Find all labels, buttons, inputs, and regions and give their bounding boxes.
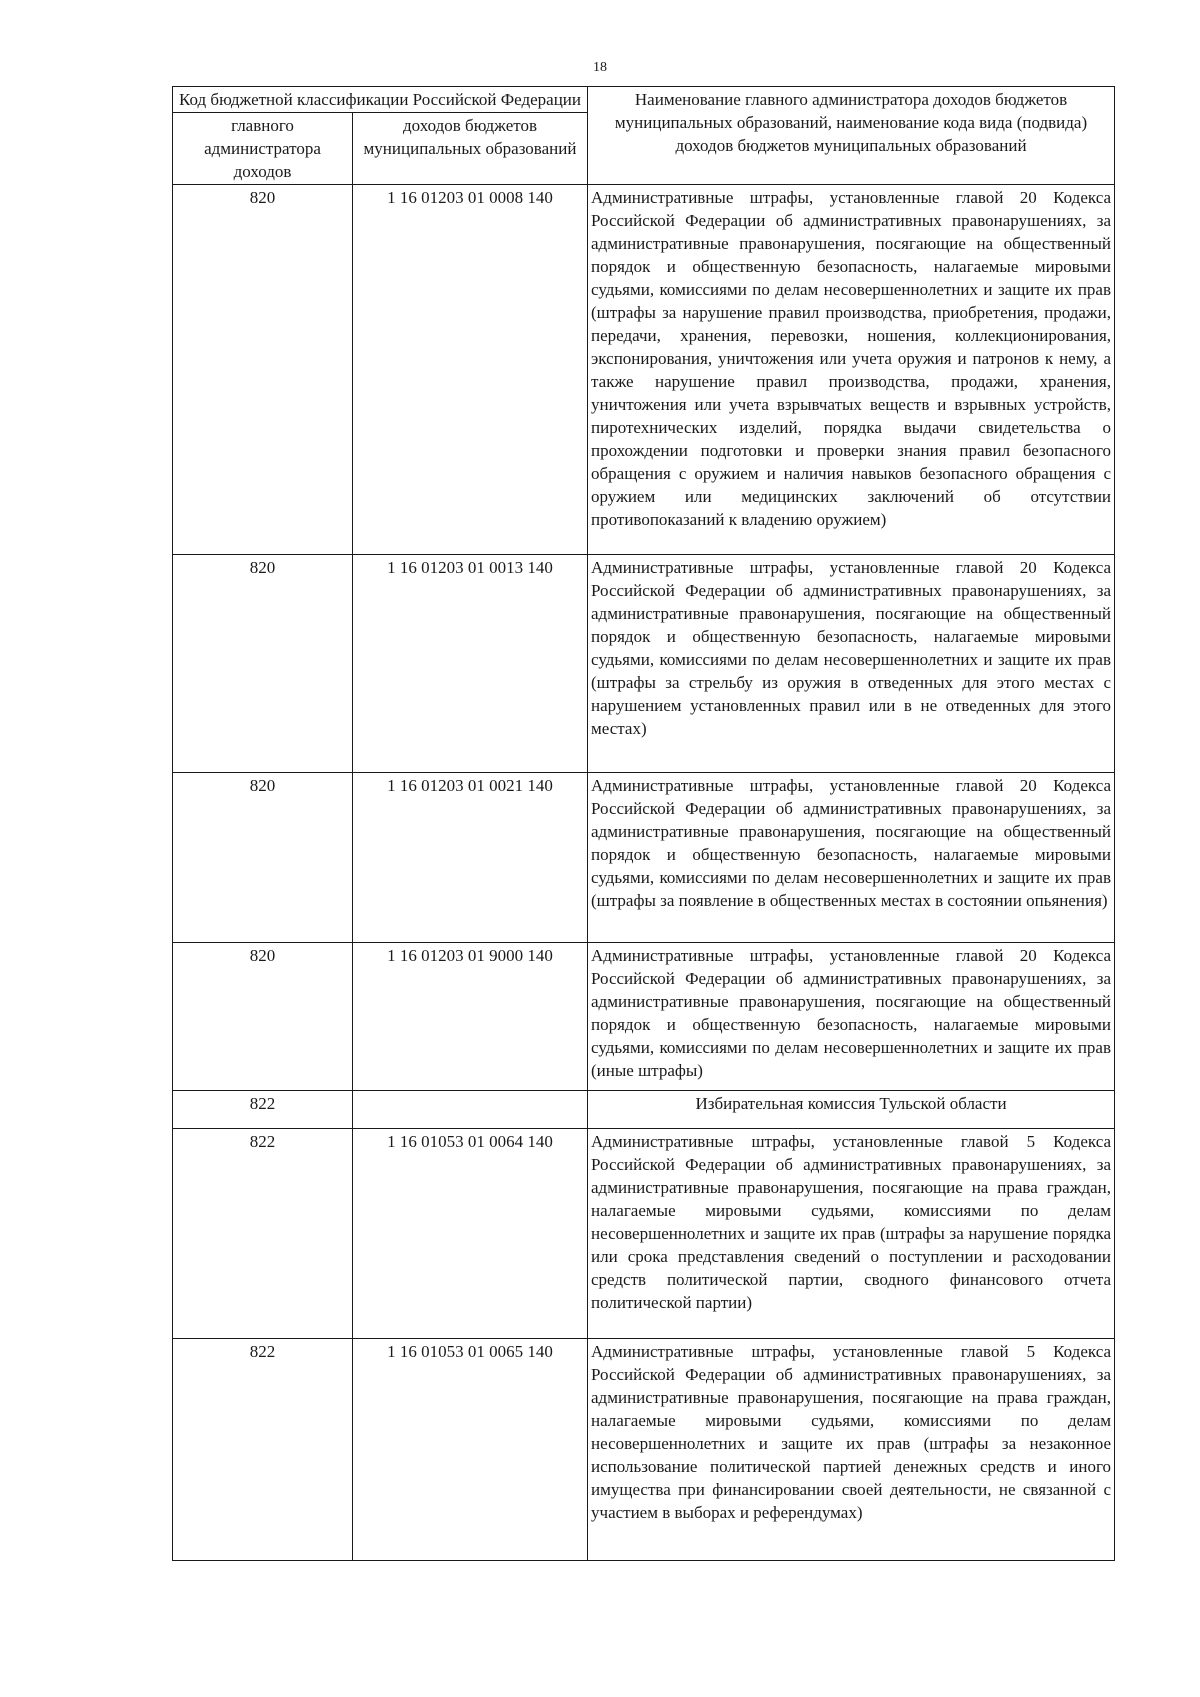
header-income-column: доходов бюджетов муниципальных образований: [353, 113, 588, 185]
administrator-name-cell: Избирательная комиссия Тульской области: [588, 1091, 1115, 1129]
header-admin-column: главного администратора доходов: [173, 113, 353, 185]
table-row: [173, 773, 1115, 943]
admin-code-cell: 820: [173, 555, 353, 773]
admin-code-cell: 820: [173, 773, 353, 943]
table-row: [173, 185, 1115, 555]
table-row: [173, 1091, 1115, 1129]
income-code-cell: 1 16 01203 01 0008 140: [353, 185, 588, 555]
income-code-cell: 1 16 01203 01 9000 140: [353, 943, 588, 1091]
admin-code-cell: 820: [173, 185, 353, 555]
table-row: [173, 555, 1115, 773]
page-number: 18: [593, 60, 607, 75]
header-row-1: [173, 87, 1115, 113]
income-name-cell: Административные штрафы, установленные главой 20 Кодекса Российской Федерации об административных правонарушениях, за административные правонарушения, посягающие на общественный порядок и общественную безопасность, налагаемые мировыми судьями, комиссиями по делам несовершеннолетних и защите их прав (штрафы за появление в общественных местах в состоянии опьянения): [588, 773, 1115, 943]
income-code-cell: 1 16 01053 01 0065 140: [353, 1339, 588, 1561]
income-name-cell: Административные штрафы, установленные главой 20 Кодекса Российской Федерации об административных правонарушениях, за административные правонарушения, посягающие на общественный порядок и общественную безопасность, налагаемые мировыми судьями, комиссиями по делам несовершеннолетних и защите их прав (штрафы за стрельбу из оружия в отведенных для этого местах с нарушением установленных правил или в не отведенных для этого местах): [588, 555, 1115, 773]
income-name-cell: Административные штрафы, установленные главой 20 Кодекса Российской Федерации об административных правонарушениях, за административные правонарушения, посягающие на общественный порядок и общественную безопасность, налагаемые мировыми судьями, комиссиями по делам несовершеннолетних и защите их прав (штрафы за нарушение правил производства, приобретения, продажи, передачи, хранения, перевозки, ношения, коллекционирования, экспонирования, уничтожения или учета оружия и патронов к нему, а также нарушение правил производства, продажи, хранения, уничтожения или учета взрывчатых веществ и взрывных устройств, пиротехнических изделий, порядка выдачи свидетельства о прохождении подготовки и проверки знания правил безопасного обращения с оружием и наличия навыков безопасного обращения с оружием или медицинских заключений об отсутствии противопоказаний к владению оружием): [588, 185, 1115, 555]
income-code-cell: 1 16 01203 01 0013 140: [353, 555, 588, 773]
admin-code-cell: 822: [173, 1129, 353, 1339]
income-name-cell: Административные штрафы, установленные главой 5 Кодекса Российской Федерации об административных правонарушениях, за административные правонарушения, посягающие на права граждан, налагаемые мировыми судьями, комиссиями по делам несовершеннолетних и защите их прав (штрафы за нарушение порядка или срока представления сведений о поступлении и расходовании средств политической партии, сводного финансового отчета политической партии): [588, 1129, 1115, 1339]
table-row: [173, 1339, 1115, 1561]
table-row: [173, 943, 1115, 1091]
income-name-cell: Административные штрафы, установленные главой 20 Кодекса Российской Федерации об административных правонарушениях, за административные правонарушения, посягающие на общественный порядок и общественную безопасность, налагаемые мировыми судьями, комиссиями по делам несовершеннолетних и защите их прав (иные штрафы): [588, 943, 1115, 1091]
admin-code-cell: 822: [173, 1339, 353, 1561]
income-name-cell: Административные штрафы, установленные главой 5 Кодекса Российской Федерации об административных правонарушениях, за административные правонарушения, посягающие на права граждан, налагаемые мировыми судьями, комиссиями по делам несовершеннолетних и защите их прав (штрафы за незаконное использование политической партией денежных средств и иного имущества при финансировании своей деятельности, не связанной с участием в выборах и референдумах): [588, 1339, 1115, 1561]
budget-classification-table: [172, 86, 1115, 1561]
admin-code-cell: 820: [173, 943, 353, 1091]
table-row: [173, 1129, 1115, 1339]
header-name-column: Наименование главного администратора доходов бюджетов муниципальных образований, наименование кода вида (подвида) доходов бюджетов муниципальных образований: [588, 87, 1115, 185]
admin-code-cell: 822: [173, 1091, 353, 1129]
income-code-cell: 1 16 01053 01 0064 140: [353, 1129, 588, 1339]
header-group-title: Код бюджетной классификации Российской Федерации: [173, 87, 588, 113]
income-code-cell: 1 16 01203 01 0021 140: [353, 773, 588, 943]
income-code-cell: [353, 1091, 588, 1129]
